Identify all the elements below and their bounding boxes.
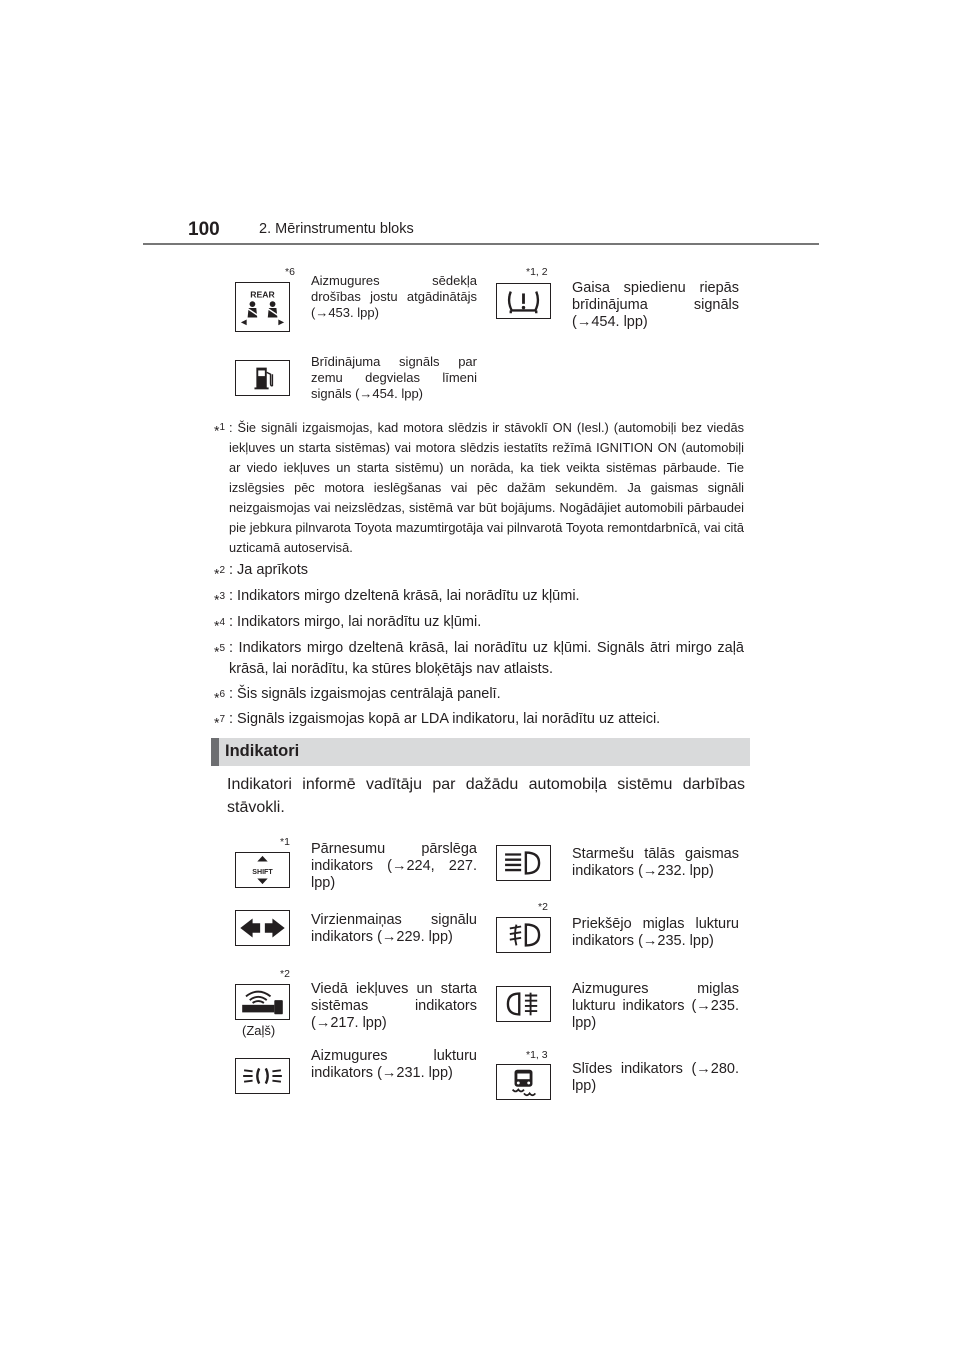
superscript: *1, 3	[526, 1049, 548, 1061]
turn-signal-text: Virzienmaiņas signālu indikators (→229. lpp)	[311, 912, 477, 945]
low-fuel-text: Brīdinājuma signāls par zemu degvielas līmeni signāls (→454. lpp)	[311, 354, 477, 401]
tail-light-text: Aizmugures lukturu indikators (→231. lpp)	[311, 1048, 477, 1081]
rear-seatbelt-text: Aizmugures sēdekļa drošības jostu atgādinātājs (→453. lpp)	[311, 273, 477, 320]
fuel-pump-icon	[235, 360, 290, 396]
rear-label: REAR	[250, 289, 275, 300]
footnote: *$^1$ : Šie signāli izgaismojas, kad motora slēdzis ir stāvoklī ON (Iesl.) (automobiļi bez viedās iekļuves un starta sistēmas) vai motora slēdzis iestatīts režīmā IGNITION ON (automobiļi ar viedo iekļuves un starta sistēmu) un norāda, ka tiek veikta sistēmas pārbaude. Tie izslēgsies pēc motora ieslēgšanas vai pēc dažām sekundēm. Ja gaismas signāli neizgaismojas vai neizslēdzas, sistēmā var būt bojājums. Nogādājiet automobili pārbaudei pie jebkura pilnvarota Toyota mazumtirgotāja vai pilnvarotā Toyota remontdarbnīcā, vai citā uzticamā autoservisā.	[214, 420, 744, 555]
section-title: Indikatori	[225, 742, 300, 760]
rear-seatbelt-icon	[235, 282, 290, 332]
shift-indicator-icon	[235, 852, 290, 888]
header-rule	[143, 243, 819, 245]
section-intro: Indikatori informē vadītāju par dažādu automobiļa sistēmu darbības stāvokli.	[227, 776, 745, 816]
superscript: *1, 2	[526, 266, 548, 278]
section-heading	[211, 738, 750, 766]
footnote: *$^4$ : Indikators mirgo, lai norādītu uz kļūmi.	[214, 614, 482, 634]
smart-entry-text: Viedā iekļuves un starta sistēmas indikators (→217. lpp)	[311, 981, 477, 1031]
front-fog-text: Priekšējo miglas lukturu indikators (→235. lpp)	[572, 916, 739, 949]
smart-key-icon	[235, 984, 290, 1020]
rear-fog-icon	[496, 986, 551, 1022]
footnote: *$^2$ : Ja aprīkots	[214, 562, 308, 582]
indicator-color-caption: (Zaļš)	[242, 1023, 276, 1038]
shift-indicator-text: Pārnesumu pārslēga indikators (→224, 227. lpp)	[311, 841, 477, 891]
footnote: *$^7$ : Signāls izgaismojas kopā ar LDA indikatoru, lai norādītu uz atteici.	[214, 711, 661, 731]
tire-pressure-icon	[496, 283, 551, 319]
footnote: *$^5$ : Indikators mirgo dzeltenā krāsā, lai norādītu uz kļūmi. Signāls ātri mirgo zaļā krāsā, lai norādītu, ka stūres bloķētājs nav atlaists.	[214, 640, 744, 677]
page-number: 100	[188, 219, 220, 240]
slip-indicator-text: Slīdes indikators (→280. lpp)	[572, 1061, 739, 1094]
superscript: *2	[280, 968, 290, 980]
footnote: *$^6$ : Šis signāls izgaismojas centrālajā panelī.	[214, 686, 501, 706]
high-beam-text: Starmešu tālās gaismas indikators (→232. lpp)	[572, 846, 739, 879]
superscript: *2	[538, 901, 548, 913]
tail-light-icon	[235, 1058, 290, 1094]
superscript: *6	[285, 266, 295, 278]
slip-indicator-icon	[496, 1064, 551, 1100]
tire-pressure-text: Gaisa spiedienu riepās brīdinājuma signāls (→454. lpp)	[572, 280, 739, 330]
shift-label: SHIFT	[252, 867, 273, 876]
chapter-title: 2. Mērinstrumentu bloks	[259, 221, 414, 237]
rear-fog-text: Aizmugures miglas lukturu indikators (→235. lpp)	[572, 981, 739, 1031]
turn-signal-icon	[235, 910, 290, 946]
superscript: *1	[280, 836, 290, 848]
high-beam-icon	[496, 845, 551, 881]
front-fog-icon	[496, 917, 551, 953]
footnote: *$^3$ : Indikators mirgo dzeltenā krāsā, lai norādītu uz kļūmi.	[214, 588, 580, 608]
